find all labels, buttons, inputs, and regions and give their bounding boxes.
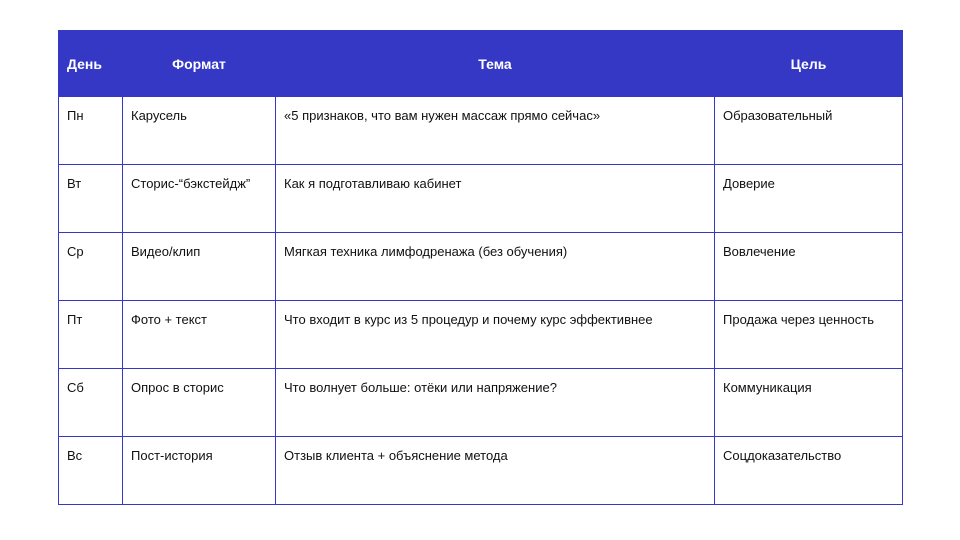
content-plan-table-container <box>58 30 902 505</box>
cell-format: Сторис-“бэкстейдж” <box>123 165 276 233</box>
table-row <box>59 301 903 369</box>
cell-topic: «5 признаков, что вам нужен массаж прямо сейчас» <box>276 97 715 165</box>
header-goal: Цель <box>715 31 903 97</box>
cell-goal: Доверие <box>715 165 903 233</box>
cell-day: Ср <box>59 233 123 301</box>
cell-topic: Что входит в курс из 5 процедур и почему курс эффективнее <box>276 301 715 369</box>
cell-goal: Образовательный <box>715 97 903 165</box>
cell-day: Пн <box>59 97 123 165</box>
table-row <box>59 165 903 233</box>
cell-day: Вс <box>59 437 123 505</box>
table-body <box>59 97 903 505</box>
table-row <box>59 233 903 301</box>
header-topic: Тема <box>276 31 715 97</box>
cell-format: Видео/клип <box>123 233 276 301</box>
cell-topic: Мягкая техника лимфодренажа (без обучения) <box>276 233 715 301</box>
header-row <box>59 31 903 97</box>
table-row <box>59 97 903 165</box>
table-row <box>59 437 903 505</box>
table-row <box>59 369 903 437</box>
cell-format: Фото + текст <box>123 301 276 369</box>
cell-format: Опрос в сторис <box>123 369 276 437</box>
cell-day: Сб <box>59 369 123 437</box>
table-header <box>59 31 903 97</box>
cell-goal: Коммуникация <box>715 369 903 437</box>
cell-goal: Продажа через ценность <box>715 301 903 369</box>
cell-goal: Вовлечение <box>715 233 903 301</box>
cell-day: Пт <box>59 301 123 369</box>
cell-format: Пост-история <box>123 437 276 505</box>
header-format: Формат <box>123 31 276 97</box>
cell-topic: Как я подготавливаю кабинет <box>276 165 715 233</box>
cell-topic: Отзыв клиента + объяснение метода <box>276 437 715 505</box>
cell-topic: Что волнует больше: отёки или напряжение? <box>276 369 715 437</box>
cell-format: Карусель <box>123 97 276 165</box>
content-plan-table <box>58 30 903 505</box>
cell-goal: Соцдоказательство <box>715 437 903 505</box>
header-day: День <box>59 31 123 97</box>
cell-day: Вт <box>59 165 123 233</box>
